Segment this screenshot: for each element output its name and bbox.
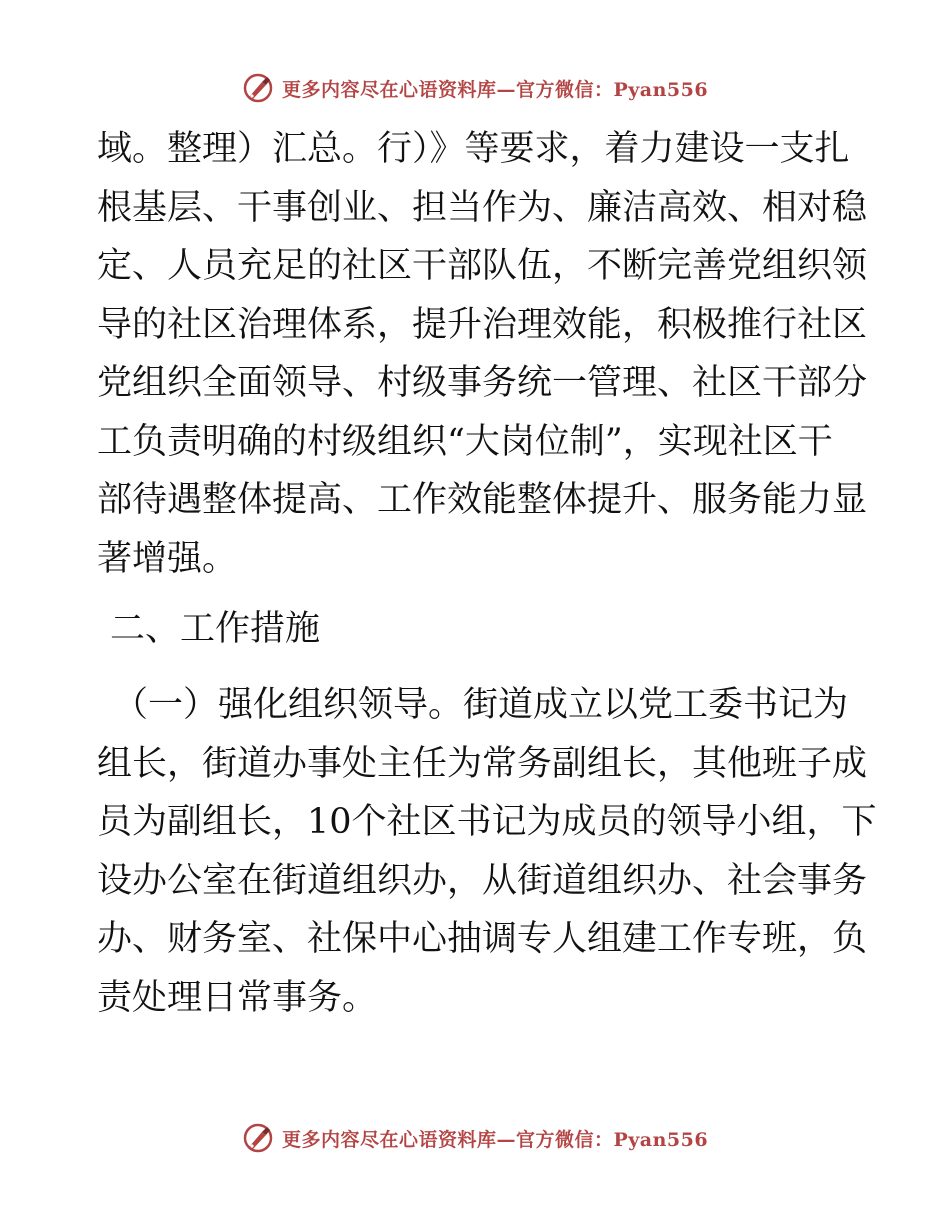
text-line: 责处理日常事务。 (97, 977, 378, 1018)
paragraph-measures (97, 676, 877, 1027)
text-line: 著增强。 (97, 538, 238, 579)
text-line: 组长，街道办事处主任为常务副组长，其他班子成 (97, 743, 868, 784)
text-line: 工负责明确的村级组织“大岗位制”，实现社区干 (97, 421, 833, 462)
paragraph-goals (97, 120, 868, 588)
text-line: 设办公室在街道组织办，从街道组织办、社会事务 (97, 860, 868, 901)
header-watermark (0, 72, 950, 104)
text-line: 域。整理）汇总。行）》等要求，着力建设一支扎 (97, 129, 850, 169)
text-line: 办、财务室、社保中心抽调专人组建工作专班，负 (97, 919, 868, 959)
watermark-text: 更多内容尽在心语资料库—官方微信：Pyan556 (281, 1128, 709, 1151)
pen-logo-icon (242, 1122, 274, 1154)
text-line: 导的社区治理体系，提升治理效能，积极推行社区 (97, 304, 868, 345)
footer-watermark (0, 1122, 950, 1154)
watermark-text: 更多内容尽在心语资料库—官方微信：Pyan556 (281, 78, 709, 101)
section-heading (110, 600, 870, 659)
text-line: 定、人员充足的社区干部队伍，不断完善党组织领 (97, 246, 868, 286)
text-line: 员为副组长，10个社区书记为成员的领导小组，下 (97, 802, 877, 842)
text-line: 根基层、干事创业、担当作为、廉洁高效、相对稳 (97, 187, 868, 228)
pen-logo-icon (242, 72, 274, 104)
text-line: （一）强化组织领导。街道成立以党工委书记为 (113, 685, 849, 725)
text-line: 部待遇整体提高、工作效能整体提升、服务能力显 (97, 480, 868, 520)
section-heading-text: 二、工作措施 (110, 609, 321, 649)
text-line: 党组织全面领导、村级事务统一管理、社区干部分 (97, 363, 868, 403)
